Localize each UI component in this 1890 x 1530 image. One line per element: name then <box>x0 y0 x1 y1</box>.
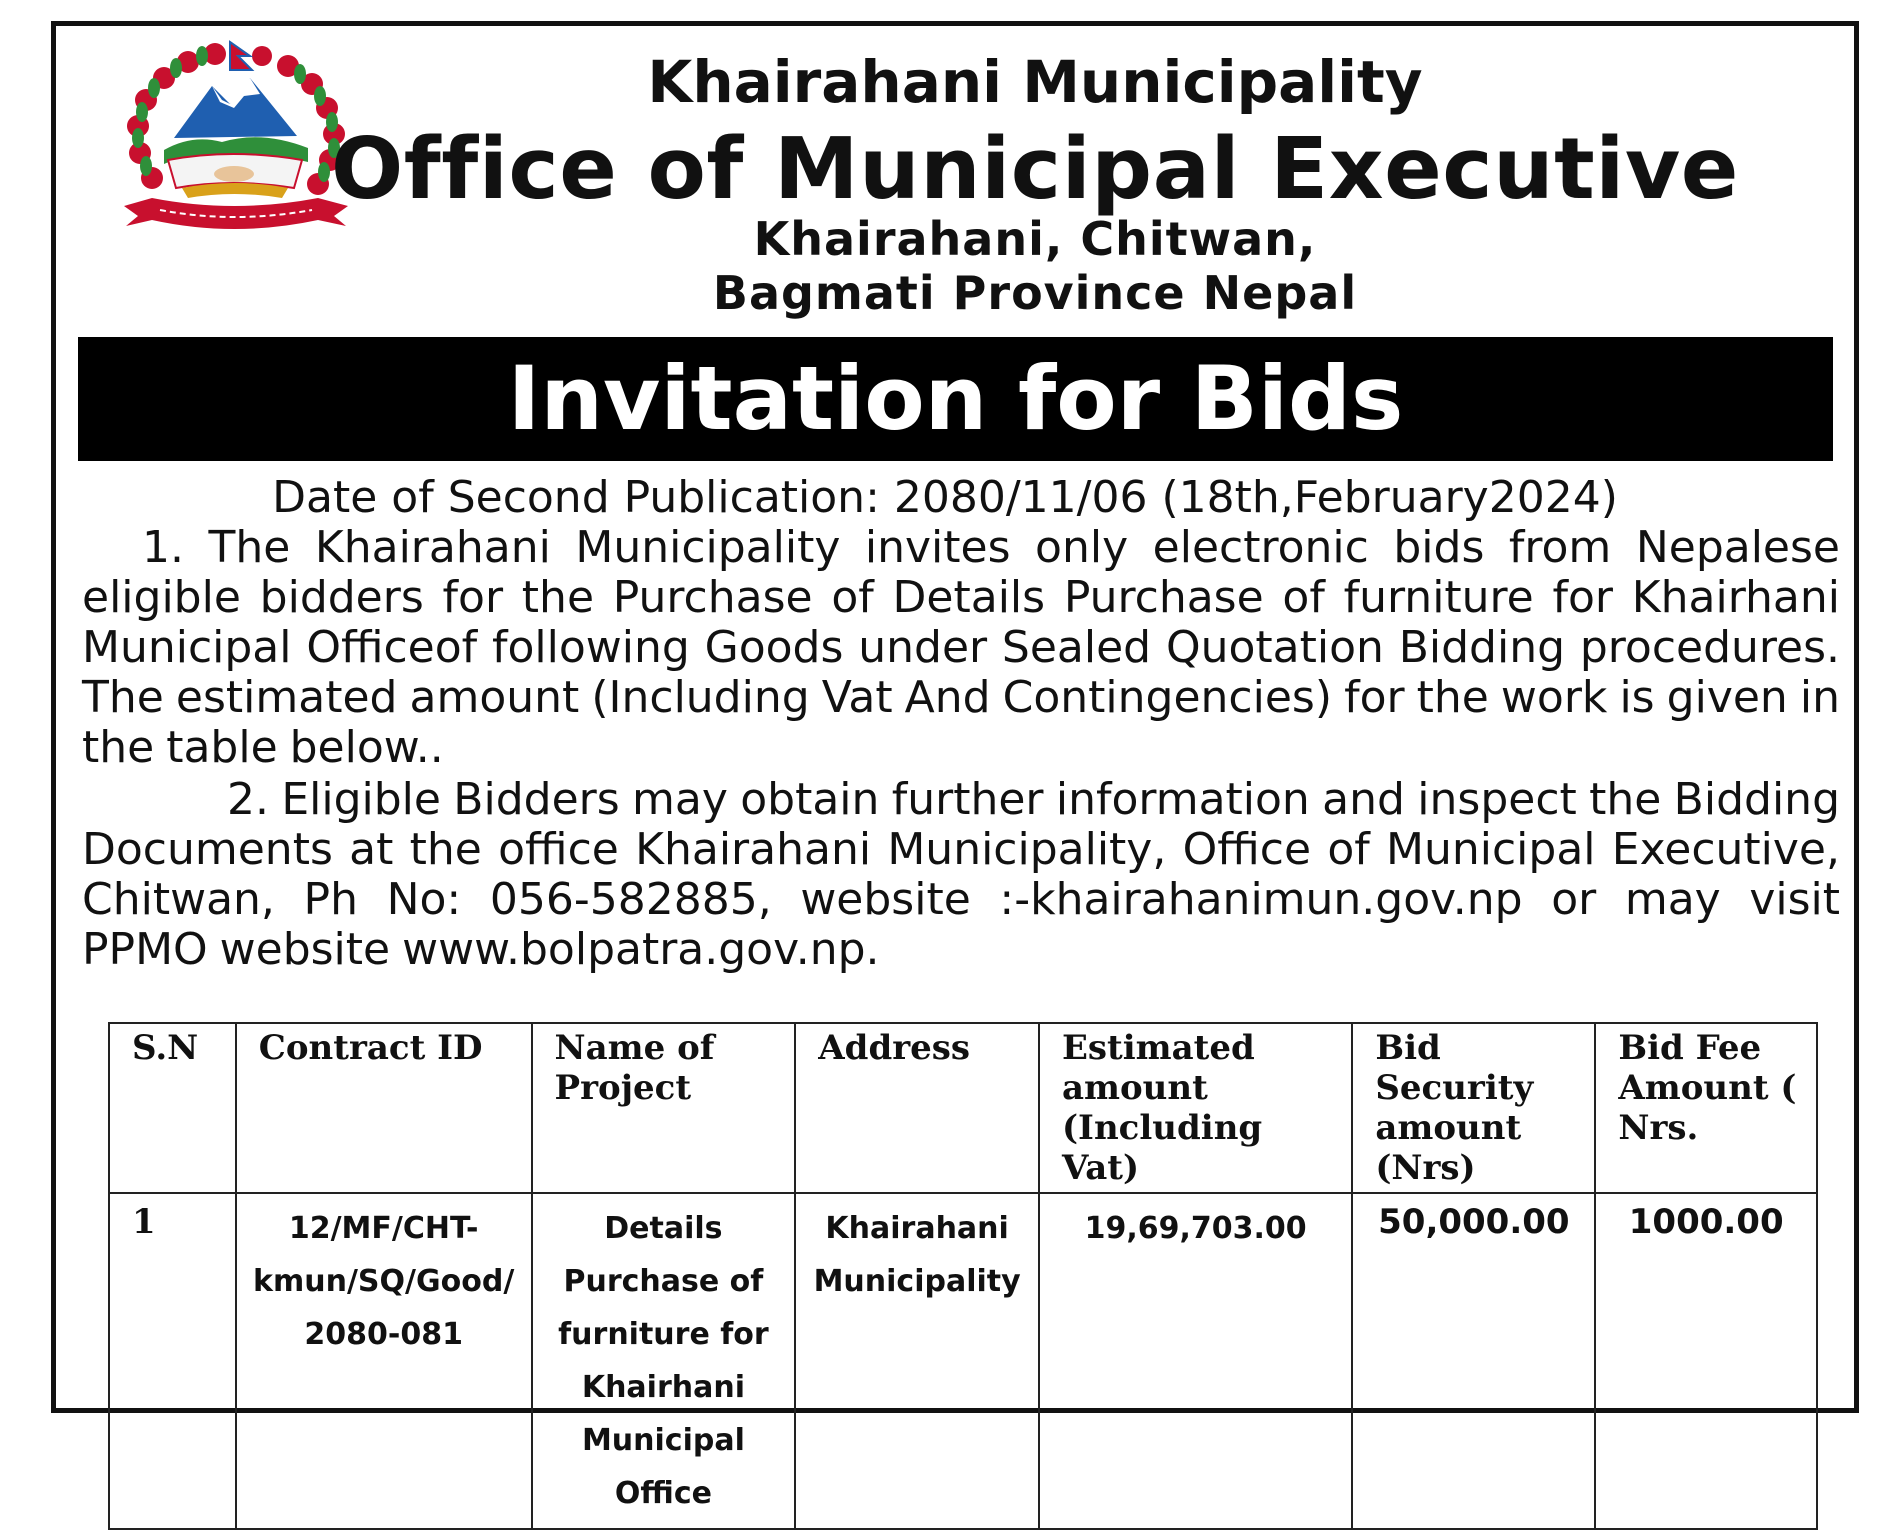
table-cell-bid-security: 50,000.00 <box>1352 1193 1595 1529</box>
table-header-row <box>109 1023 1817 1193</box>
column-header: Bid Security amount (Nrs) <box>1352 1023 1595 1193</box>
column-header: Estimated amount (Including Vat) <box>1039 1023 1352 1193</box>
column-header: Bid Fee Amount ( Nrs. <box>1595 1023 1817 1193</box>
table-cell-address: Khairahani Municipality <box>795 1193 1039 1529</box>
table-cell-project-name: Details Purchase of furniture for Khairhani Municipal Office <box>532 1193 796 1529</box>
table-cell-contract-id: 12/MF/CHT-kmun/SQ/Good/ 2080-081 <box>236 1193 532 1529</box>
notice-title-banner: Invitation for Bids <box>78 337 1833 461</box>
office-title: Office of Municipal Executive <box>331 120 1739 219</box>
table-cell-sn: 1 <box>109 1193 236 1529</box>
paragraph-invitation: 1. The Khairahani Municipality invites only electronic bids from Nepalese eligible bidders for the Purchase of Details Purchase of furniture for Khairhani Municipal Officeof following Goods under Sealed Quotation Bidding procedures. The estimated amount (Including Vat And Contingencies) for the work is given in the table below.. <box>82 522 1840 773</box>
column-header: S.N <box>109 1023 236 1193</box>
table-row <box>109 1193 1817 1529</box>
paragraph-eligibility: 2. Eligible Bidders may obtain further information and inspect the Bidding Documents at the office Khairahani Municipality, Office of Municipal Executive, Chitwan, Ph No: 056-582885, website :-khairahanimun.gov.np or may visit PPMO website www.bolpatra.gov.np. <box>82 774 1840 975</box>
location-line-2: Bagmati Province Nepal <box>712 266 1358 320</box>
bids-table <box>108 1022 1818 1530</box>
column-header: Name of Project <box>532 1023 796 1193</box>
publication-date: Date of Second Publication: 2080/11/06 (18th,February2024) <box>272 472 1618 523</box>
table-cell-estimated-amount: 19,69,703.00 <box>1039 1193 1352 1529</box>
location-line-1: Khairahani, Chitwan, <box>753 212 1317 266</box>
column-header: Address <box>795 1023 1039 1193</box>
column-header: Contract ID <box>236 1023 532 1193</box>
table-cell-bid-fee: 1000.00 <box>1595 1193 1817 1529</box>
municipality-name: Khairahani Municipality <box>647 48 1423 116</box>
